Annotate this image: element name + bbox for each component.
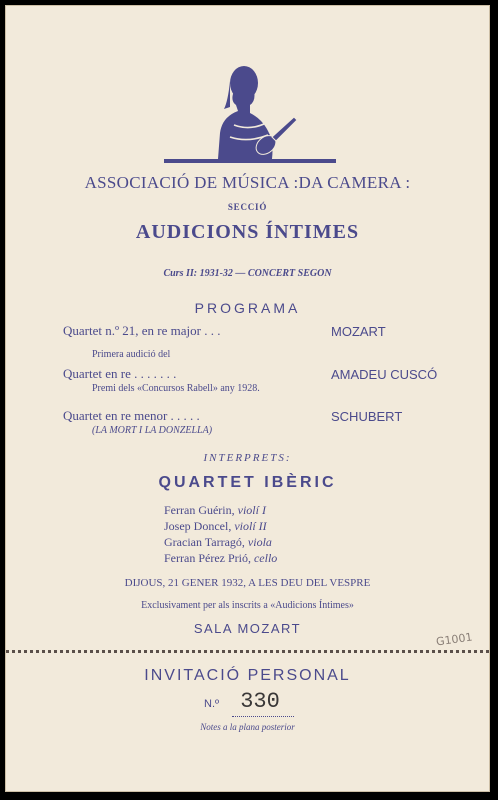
association-name: ASSOCIACIÓ DE MÚSICA :DA CAMERA : <box>84 173 411 192</box>
invitation-card <box>5 5 490 792</box>
musician-line <box>164 502 266 518</box>
programme-item-composer: SCHUBERT <box>331 409 403 424</box>
programme-item-work: Quartet n.º 21, en re major . . . <box>63 323 221 338</box>
cellist-silhouette-logo <box>164 61 336 165</box>
performers-heading: INTERPRETS: <box>203 452 292 464</box>
venue: SALA MOZART <box>193 621 302 636</box>
archive-mark: G1001 <box>435 630 474 649</box>
invitation-title: INVITACIÓ PERSONAL <box>144 667 351 684</box>
programme-item-note: (LA MORT I LA DONZELLA) <box>92 425 213 436</box>
musician-line <box>164 534 272 550</box>
musician-line <box>164 550 277 566</box>
exclusive-line: Exclusivament per als inscrits a «Audicions Íntimes» <box>141 600 354 611</box>
musician-instrument: viola <box>247 535 272 549</box>
programme-item-composer: MOZART <box>331 324 386 339</box>
programme-item-work: Quartet en re . . . . . . . <box>63 366 177 381</box>
programme-item-note: Premi dels «Concursos Rabell» any 1928. <box>92 383 260 394</box>
back-note: Notes a la plana posterior <box>200 722 295 732</box>
invitation-number: 330 <box>240 689 280 714</box>
number-underline <box>232 716 294 717</box>
musician-name: Gracian Tarragó, <box>164 535 245 549</box>
musician-name: Josep Doncel, <box>164 519 232 533</box>
musician-instrument: violí I <box>237 503 266 517</box>
programme-item-composer: AMADEU CUSCÓ <box>331 367 438 382</box>
date-line: DIJOUS, 21 GENER 1932, A LES DEU DEL VESPRE <box>124 577 371 589</box>
musician-name: Ferran Pérez Prió, <box>164 551 251 565</box>
musician-line <box>164 518 267 534</box>
musician-instrument: cello <box>253 551 278 565</box>
programme-heading: PROGRAMA <box>194 300 301 316</box>
programme-item-work: Quartet en re menor . . . . . <box>63 408 200 423</box>
ensemble-name: QUARTET IBÈRIC <box>158 474 337 491</box>
season-line: Curs II: 1931-32 — CONCERT SEGON <box>163 268 332 279</box>
perforation-line <box>6 650 489 653</box>
musician-name: Ferran Guérin, <box>164 503 235 517</box>
programme-item-note: Primera audició del <box>92 349 171 360</box>
section-label: SECCIÓ <box>227 202 268 212</box>
musician-instrument: violí II <box>234 519 267 533</box>
section-title: AUDICIONS ÍNTIMES <box>135 221 360 243</box>
number-label: N.º <box>204 698 220 710</box>
